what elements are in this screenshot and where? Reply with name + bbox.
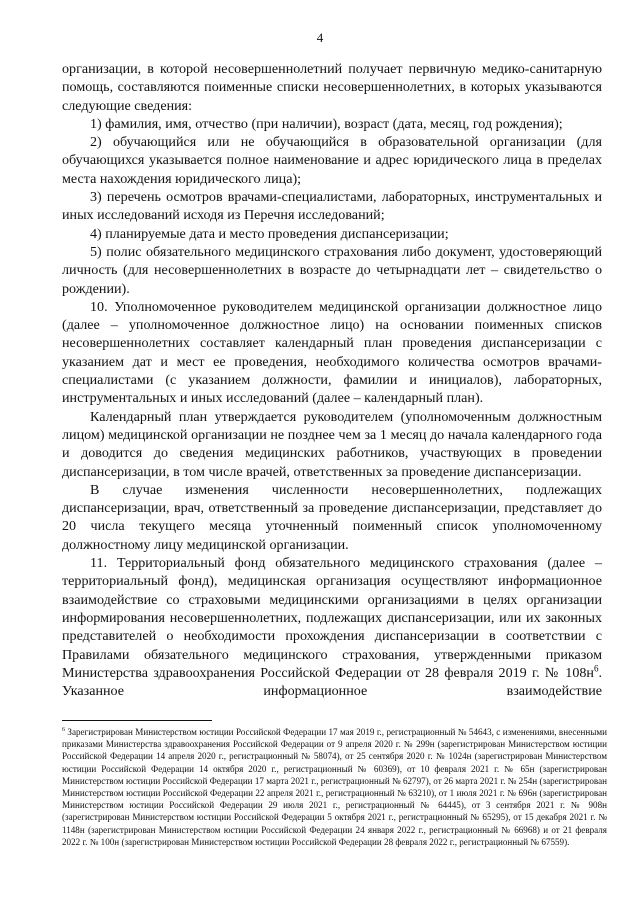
footnote-marker: 6 [62, 726, 65, 733]
list-item: 1) фамилия, имя, отчество (при наличии), возраст (дата, месяц, год рождения); [90, 115, 563, 132]
document-body [62, 60, 602, 700]
list-item: 4) планируемые дата и место проведения диспансеризации; [90, 225, 449, 242]
list-item: 3) перечень осмотров врачами-специалистами, лабораторных, инструментальных и иных исследований исходя из Перечня исследований; [62, 189, 602, 224]
paragraph: Календарный план утверждается руководителем (уполномоченным должностным лицом) медицинской организации не позднее чем за 1 месяц до начала календарного года и доводится до сведения медицинских работников, участвующих в проведении диспансеризации, в том числе врачей, ответственных за проведение диспансеризации. [62, 408, 602, 480]
paragraph-11-text: 11. Территориальный фонд обязательного медицинского страхования (далее – территориальный фонд), медицинская организация осуществляют информационное взаимодействие со страховыми медицинскими организациями в целях организации информирования несовершеннолетних, подлежащих диспансеризации, или их законных представителей о необходимости прохождения диспансеризации в соответствии с Правилами обязательного медицинского страхования, утвержденными приказом Министерства здравоохранения Российской Федерации от 28 февраля 2019 г. № 108н [62, 555, 602, 681]
paragraph-11 [62, 554, 602, 700]
list-item: 5) полис обязательного медицинского страхования либо документ, удостоверяющий личность (для несовершеннолетних в возрасте до четырнадцати лет – свидетельство о рождении). [62, 243, 602, 297]
paragraph: В случае изменения численности несовершеннолетних, подлежащих диспансеризации, врач, ответственный за проведение диспансеризации, представляет до 20 числа текущего месяца уточненный поименный список уполномоченному должностному лицу медицинской организации. [62, 481, 602, 553]
paragraph-11-tail: . Указанное информационное взаимодействие [62, 664, 602, 700]
footnote [62, 726, 607, 848]
footnote-reference[interactable]: 6 [593, 663, 599, 674]
footnote-text: Зарегистрирован Министерством юстиции Российской Федерации 17 мая 2019 г., регистрационный № 54643, с изменениями, внесенными приказами Министерства здравоохранения Российской Федерации от 9 апреля 2020 г. № 299н (зарегистрирован Министерством юстиции Российской Федерации 14 апреля 2020 г., регистрационный № 58074), от 25 сентября 2020 г. № 1024н (зарегистрирован Министерством юстиции Российской Федерации 14 октября 2020 г., регистрационный № 60369), от 10 февраля 2021 г. № 65н (зарегистрирован Министерством юстиции Российской Федерации 17 марта 2021 г., регистрационный № 62797), от 26 марта 2021 г. № 254н (зарегистрирован Министерством юстиции Российской Федерации 22 апреля 2021 г., регистрационный № 63210), от 1 июля 2021 г. № 696н (зарегистрирован Министерством юстиции Российской Федерации 29 июля 2021 г., регистрационный № 64445), от 3 сентября 2021 г. № 908н (зарегистрирован Министерством юстиции Российской Федерации 5 октября 2021 г., регистрационный № 65295), от 15 декабря 2021 г. № 1148н (зарегистрирован Министерством юстиции Российской Федерации 24 января 2022 г., регистрационный № 66968) и от 21 февраля 2022 г. № 100н (зарегистрирован Министерством юстиции Российской Федерации 28 февраля 2022 г., регистрационный № 67559). [62, 727, 607, 847]
paragraph: 10. Уполномоченное руководителем медицинской организации должностное лицо (далее – уполномоченное должностное лицо) на основании поименных списков несовершеннолетних составляет календарный план проведения диспансеризации с указанием дат и мест ее проведения, необходимого количества осмотров врачами-специалистами (с указанием должности, фамилии и инициалов), лабораторных, инструментальных и иных исследований (далее – календарный план). [62, 298, 602, 407]
list-item: 2) обучающийся или не обучающийся в образовательной организации (для обучающихся указывается полное наименование и адрес юридического лица в пределах места нахождения юридического лица); [62, 134, 602, 187]
paragraph: организации, в которой несовершеннолетний получает первичную медико-санитарную помощь, составляются поименные списки несовершеннолетних, в которых указываются следующие сведения: [62, 61, 602, 114]
footnote-separator [62, 720, 212, 721]
page-number: 4 [316, 30, 324, 45]
